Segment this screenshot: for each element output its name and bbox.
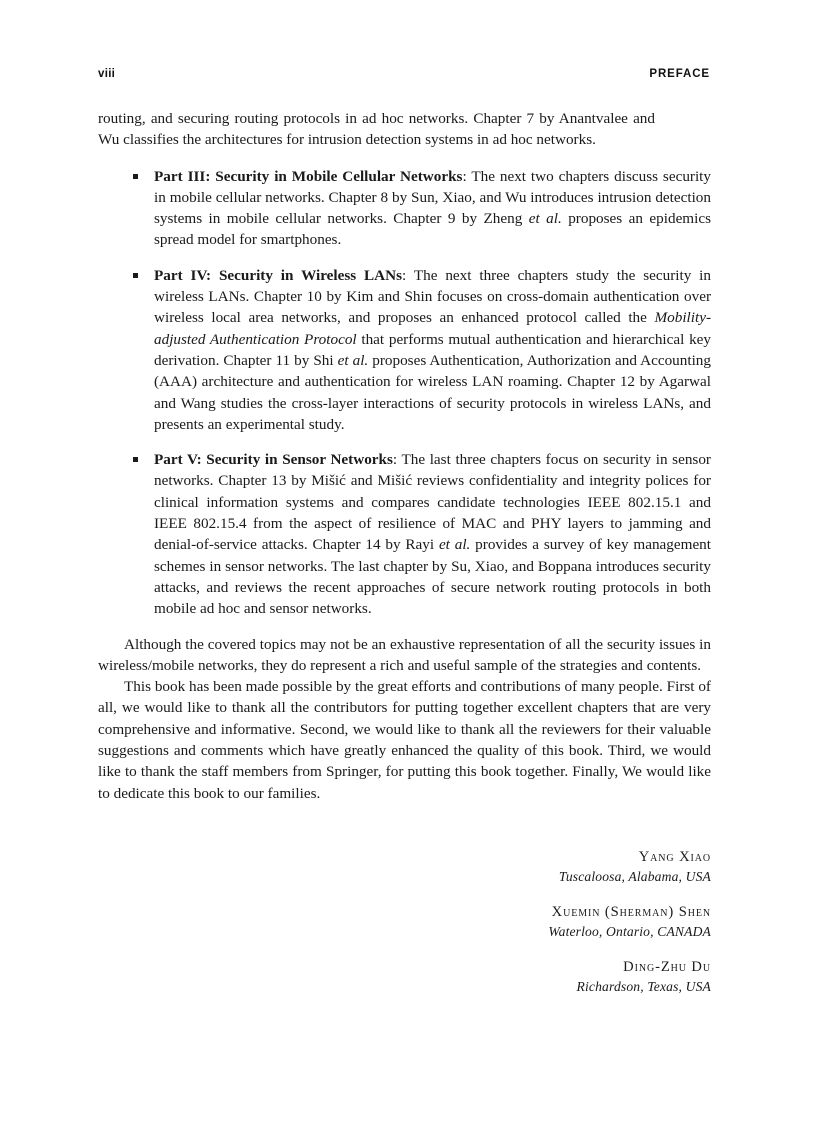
part-text: : The next two chapters discuss security in mobile cellular networks. Chapter 8 by Sun, Xiao, and Wu introduces intrusion detection systems in mobile cellular networks. Chapter 9 by Zheng <box>154 167 712 228</box>
square-bullet-icon <box>133 457 138 462</box>
part-paragraph <box>154 166 711 251</box>
page-number: viii <box>98 68 116 80</box>
running-head-title: PREFACE <box>649 68 710 80</box>
part-text: : The last three chapters focus on security in sensor networks. Chapter 13 by Mišić and Mišić reviews confidentiality and integrity polices for clinical information systems and compares candidate technologies IEEE 802.15.1 and IEEE 802.15.4 from the aspect of resilience of MAC and PHY layers to jamming and denial-of-service attacks. Chapter 14 by Rayi <box>154 451 711 554</box>
part-label: Part IV: Security in Wireless LANs <box>154 266 403 284</box>
part-text: : The next three chapters study the security in wireless LANs. Chapter 10 by Kim and Shin focuses on cross-domain authentication over wireless local area networks, and proposes an enhanced protocol called the <box>154 266 711 327</box>
list-item-part-iv <box>154 265 711 435</box>
signature-name: Xuemin (Sherman) Shen <box>551 904 711 920</box>
part-italic: et al. <box>528 210 562 228</box>
part-label: Part V: Security in Sensor Networks <box>154 451 393 469</box>
square-bullet-icon <box>133 273 138 278</box>
part-text: provides a survey of key management schemes in sensor networks. The last chapter by Su, Xiao, and Boppana introduces security attacks, and reviews the recent approaches of secure network routing protocols in both mobile ad hoc and sensor networks. <box>154 536 711 618</box>
part-italic: et al. <box>438 536 471 554</box>
part-text: that performs mutual authentication and hierarchical key derivation. Chapter 11 by Shi <box>154 330 711 369</box>
lead-paragraph: routing, and securing routing protocols in ad hoc networks. Chapter 7 by Anantvalee and Wu classifies the architectures for intrusion detection systems in ad hoc networks. <box>98 110 655 149</box>
square-bullet-icon <box>133 174 138 179</box>
signature-place: Tuscaloosa, Alabama, USA <box>558 869 711 884</box>
list-item-part-v <box>154 449 711 619</box>
signature-place: Waterloo, Ontario, CANADA <box>548 924 711 939</box>
signature-place: Richardson, Texas, USA <box>576 979 711 994</box>
signature-block <box>98 848 711 996</box>
part-text: proposes an epidemics spread model for smartphones. <box>154 210 711 249</box>
spacer <box>98 151 711 166</box>
closing-paragraph-1: Although the covered topics may not be an exhaustive representation of all the security issues in wireless/mobile networks, they do represent a rich and useful sample of the strategies and contents. <box>98 635 711 674</box>
part-italic: Mobility-adjusted Authentication Protocol <box>154 309 711 348</box>
signature-name: Yang Xiao <box>638 849 711 865</box>
part-text: proposes Authentication, Authorization and Accounting (AAA) architecture and authentication for wireless LAN roaming. Chapter 12 by Agarwal and Wang studies the cross-layer interactions of security protocols in wireless LANs, and presents an experimental study. <box>154 351 711 433</box>
part-paragraph <box>154 449 711 619</box>
signature-1 <box>98 848 711 886</box>
running-head <box>98 68 710 80</box>
list-item-part-iii <box>154 166 711 251</box>
part-paragraph <box>154 265 711 435</box>
part-italic: et al. <box>337 351 369 369</box>
closing-paragraph-2: This book has been made possible by the great efforts and contributions of many people. First of all, we would like to thank all the contributors for putting together excellent chapters that are very comprehensive and informative. Second, we would like to thank all the reviewers for their valuable suggestions and comments which have greatly enhanced the quality of this book. Third, we would like to thank the staff members from Springer, for putting this book together. Finally, We would like to dedicate this book to our families. <box>98 678 711 802</box>
signature-name: Ding-Zhu Du <box>623 959 711 975</box>
part-label: Part III: Security in Mobile Cellular Networks <box>154 167 463 185</box>
signature-2 <box>98 903 711 941</box>
signature-3 <box>98 958 711 996</box>
spacer <box>98 620 711 634</box>
parts-list <box>98 166 711 620</box>
page-content <box>98 108 711 804</box>
